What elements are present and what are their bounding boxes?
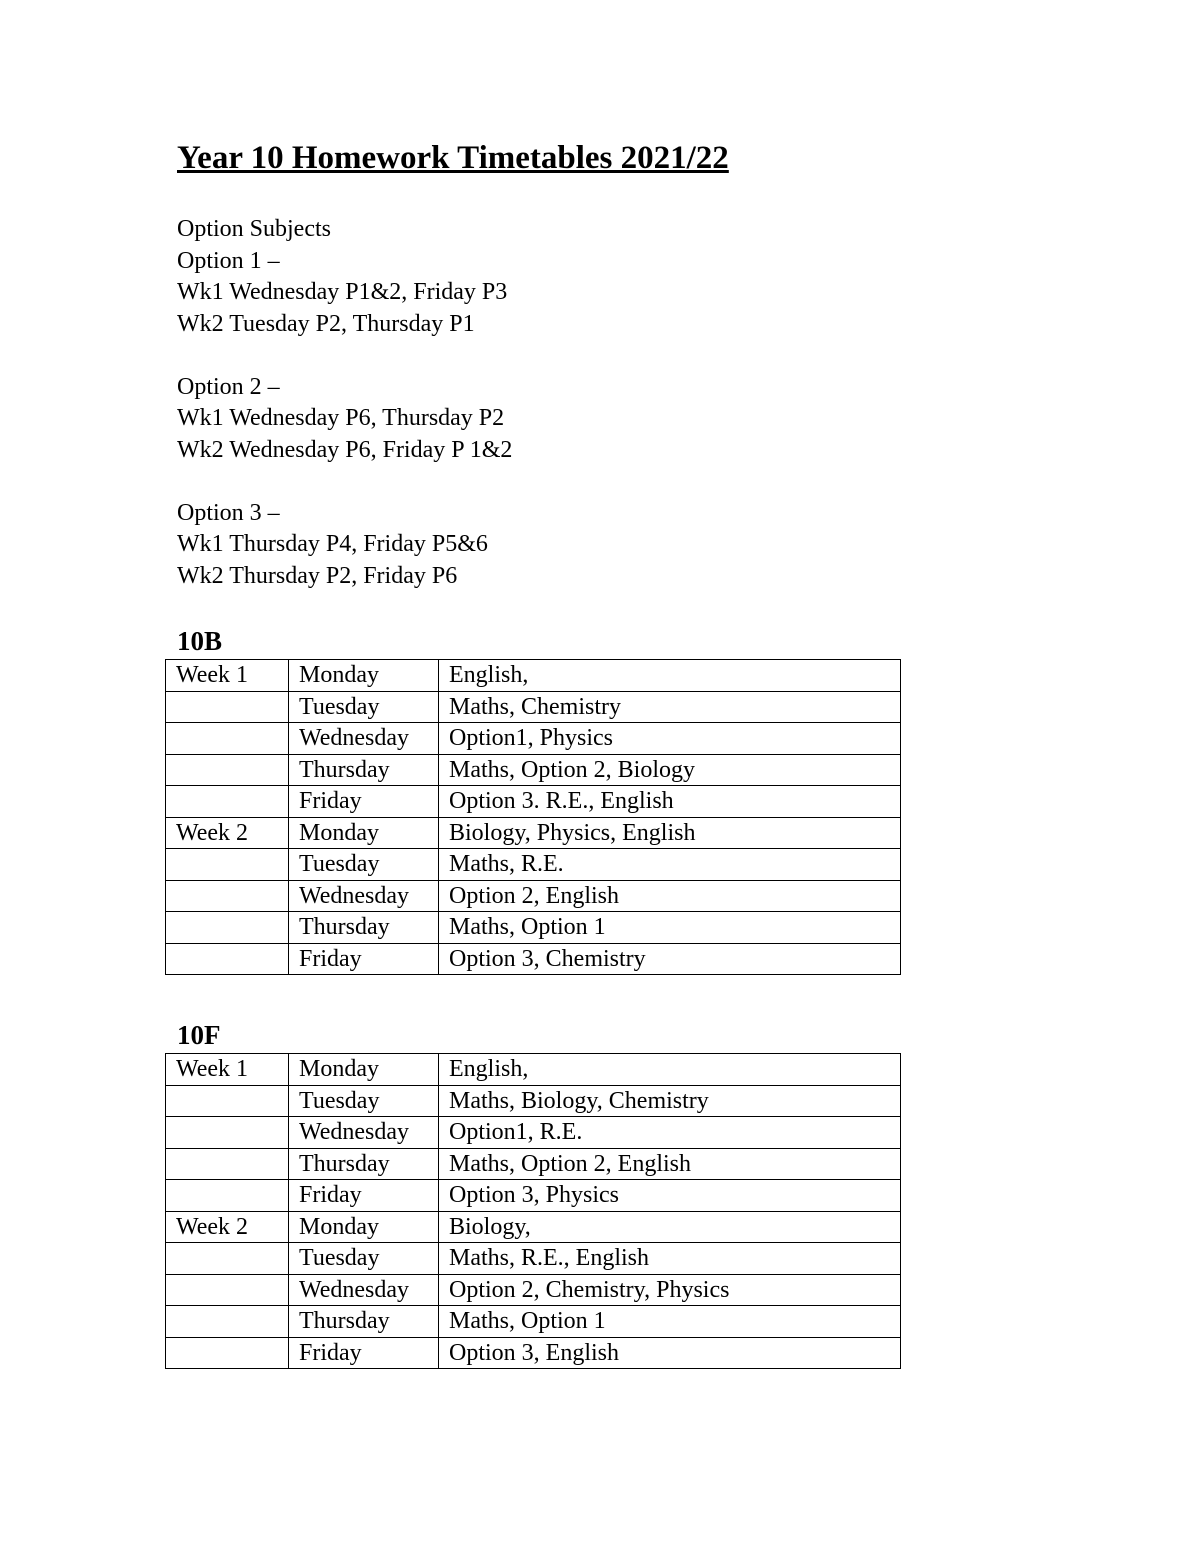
subjects-cell: Maths, Option 2, English [439, 1148, 901, 1180]
subjects-cell: Option 2, English [439, 880, 901, 912]
subjects-cell: Option1, R.E. [439, 1117, 901, 1149]
table-row [166, 1148, 901, 1180]
subjects-cell: English, [439, 1054, 901, 1086]
table-row [166, 754, 901, 786]
subjects-cell: Maths, R.E. [439, 849, 901, 881]
spacer [177, 466, 512, 498]
option-label: Option 3 – [177, 499, 280, 526]
day-cell: Wednesday [289, 1117, 439, 1149]
subjects-cell: Option1, Physics [439, 723, 901, 755]
day-cell: Monday [289, 660, 439, 692]
table-row [166, 1274, 901, 1306]
table-row [166, 691, 901, 723]
week-cell [166, 1337, 289, 1369]
subjects-cell: Maths, Option 1 [439, 912, 901, 944]
option-label: Option 2 – [177, 373, 280, 400]
day-cell: Monday [289, 1054, 439, 1086]
week-cell [166, 943, 289, 975]
subjects-cell: Option 3, English [439, 1337, 901, 1369]
option-label: Option 1 – [177, 247, 280, 274]
table-row [166, 1117, 901, 1149]
week-cell [166, 1085, 289, 1117]
day-cell: Tuesday [289, 1243, 439, 1275]
week-cell: Week 2 [166, 1211, 289, 1243]
week-cell [166, 1148, 289, 1180]
table-row [166, 786, 901, 818]
option-line: Wk1 Thursday P4, Friday P5&6 [177, 531, 488, 557]
subjects-cell: English, [439, 660, 901, 692]
week-cell [166, 723, 289, 755]
week-cell [166, 1117, 289, 1149]
day-cell: Friday [289, 943, 439, 975]
option-subjects [177, 214, 512, 592]
week-cell [166, 849, 289, 881]
week-cell [166, 1180, 289, 1212]
subjects-cell: Maths, Option 1 [439, 1306, 901, 1338]
day-cell: Thursday [289, 754, 439, 786]
class-heading-10b: 10B [177, 626, 223, 656]
table-row [166, 849, 901, 881]
timetable-10b [165, 659, 901, 975]
day-cell: Thursday [289, 1148, 439, 1180]
day-cell: Friday [289, 786, 439, 818]
option-line: Wk2 Wednesday P6, Friday P 1&2 [177, 436, 513, 463]
table-row [166, 1306, 901, 1338]
table-row [166, 1243, 901, 1275]
week-cell [166, 1243, 289, 1275]
page-title: Year 10 Homework Timetables 2021/22 [177, 140, 729, 176]
day-cell: Monday [289, 1211, 439, 1243]
subjects-cell: Biology, Physics, English [439, 817, 901, 849]
table-row [166, 1180, 901, 1212]
subjects-cell: Biology, [439, 1211, 901, 1243]
options-heading: Option Subjects [177, 216, 331, 242]
week-cell: Week 1 [166, 1054, 289, 1086]
table-row [166, 817, 901, 849]
subjects-cell: Maths, Chemistry [439, 691, 901, 723]
table-row [166, 660, 901, 692]
day-cell: Wednesday [289, 1274, 439, 1306]
day-cell: Friday [289, 1337, 439, 1369]
week-cell [166, 691, 289, 723]
subjects-cell: Maths, Option 2, Biology [439, 754, 901, 786]
table-row [166, 1054, 901, 1086]
subjects-cell: Option 3, Physics [439, 1180, 901, 1212]
day-cell: Monday [289, 817, 439, 849]
option-line: Wk1 Wednesday P6, Thursday P2 [177, 405, 505, 431]
week-cell [166, 754, 289, 786]
spacer [177, 340, 512, 372]
week-cell: Week 2 [166, 817, 289, 849]
day-cell: Friday [289, 1180, 439, 1212]
subjects-cell: Maths, Biology, Chemistry [439, 1085, 901, 1117]
option-line: Wk2 Thursday P2, Friday P6 [177, 562, 458, 589]
option-line: Wk2 Tuesday P2, Thursday P1 [177, 310, 475, 337]
class-heading-10f: 10F [177, 1020, 221, 1050]
subjects-cell: Option 3. R.E., English [439, 786, 901, 818]
timetable-10f [165, 1053, 901, 1369]
subjects-cell: Maths, R.E., English [439, 1243, 901, 1275]
day-cell: Tuesday [289, 1085, 439, 1117]
week-cell: Week 1 [166, 660, 289, 692]
subjects-cell: Option 2, Chemistry, Physics [439, 1274, 901, 1306]
week-cell [166, 1306, 289, 1338]
week-cell [166, 912, 289, 944]
table-row [166, 723, 901, 755]
option-line: Wk1 Wednesday P1&2, Friday P3 [177, 279, 508, 305]
week-cell [166, 1274, 289, 1306]
day-cell: Wednesday [289, 880, 439, 912]
subjects-cell: Option 3, Chemistry [439, 943, 901, 975]
day-cell: Tuesday [289, 849, 439, 881]
table-row [166, 1211, 901, 1243]
week-cell [166, 786, 289, 818]
table-row [166, 912, 901, 944]
table-row [166, 880, 901, 912]
table-row [166, 943, 901, 975]
table-row [166, 1085, 901, 1117]
day-cell: Tuesday [289, 691, 439, 723]
day-cell: Wednesday [289, 723, 439, 755]
table-row [166, 1337, 901, 1369]
day-cell: Thursday [289, 912, 439, 944]
week-cell [166, 880, 289, 912]
day-cell: Thursday [289, 1306, 439, 1338]
